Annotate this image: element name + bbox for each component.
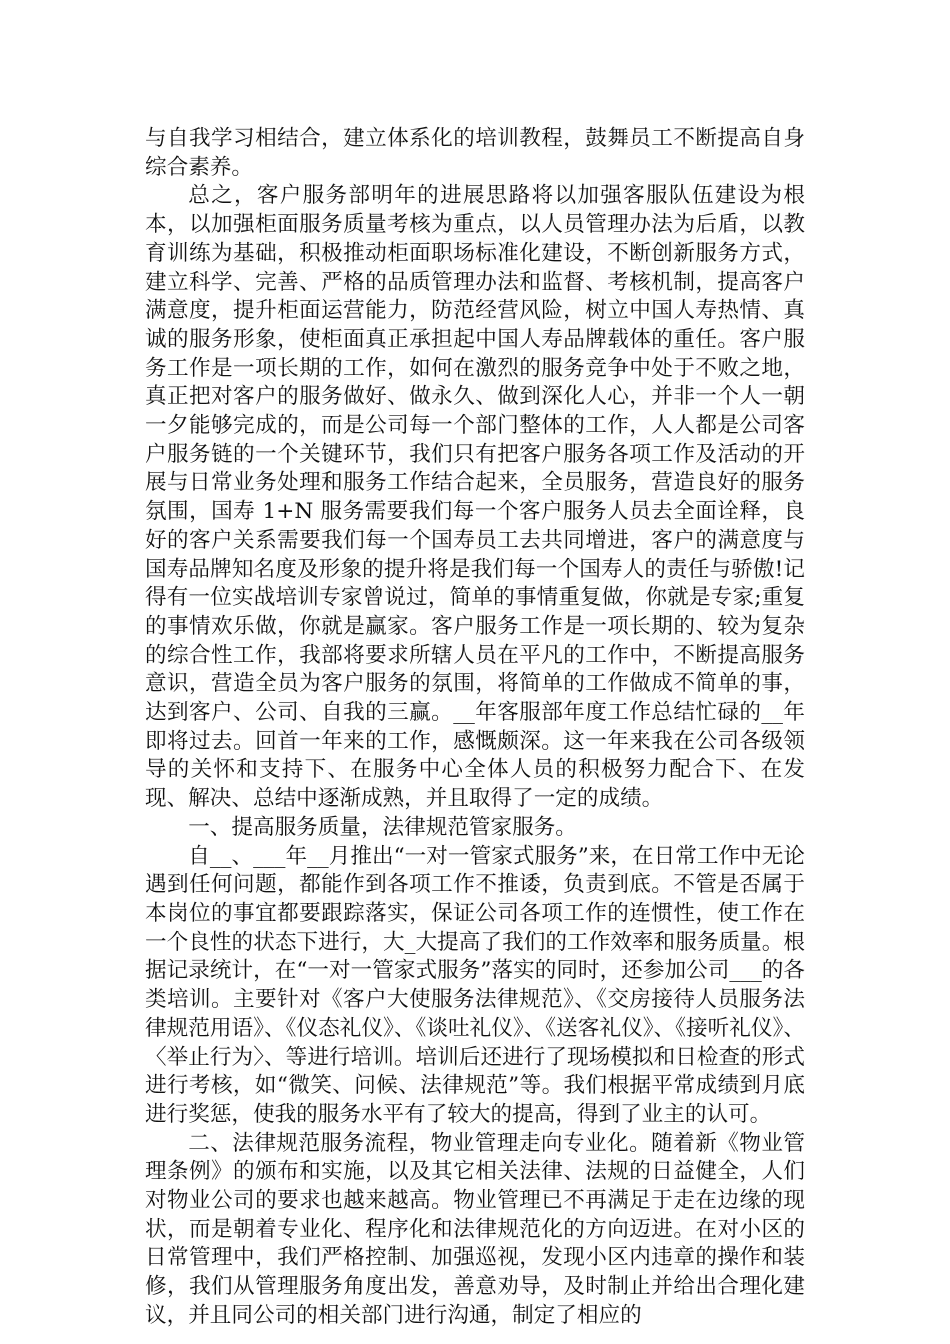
paragraph-service-process: 二、法律规范服务流程，物业管理走向专业化。随着新《物业管理条例》的颁布和实施，以及其它相关法律、法规的日益健全，人们对物业公司的要求也越来越高。物业管理已不再满足于走在边缘的现状，而是朝着专业化、程序化和法律规范化的方向迈进。在对小区的日常管理中，我们严格控制、加强巡视，发现小区内违章的操作和装修，我们从管理服务角度出发，善意劝导，及时制止并给出合理化建议，并且同公司的相关部门进行沟通，制定了相应的 [145, 1130, 805, 1328]
paragraph-butler-service: 自__、___年__月推出“一对一管家式服务”来，在日常工作中无论遇到任何问题，都能作到各项工作不推诿，负责到底。不管是否属于本岗位的事宜都要跟踪落实，保证公司各项工作的连惯性，使工作在一个良性的状态下进行，大_大提高了我们的工作效率和服务质量。根据记录统计，在“一对一管家式服务”落实的同时，还参加公司___的各类培训。主要针对《客户大使服务法律规范》、《交房接待人员服务法律规范用语》、《仪态礼仪》、《谈吐礼仪》、《送客礼仪》、《接听礼仪》、〈举止行为〉、等进行培训。培训后还进行了现场模拟和日检查的形式进行考核，如“微笑、问候、法律规范”等。我们根据平常成绩到月底进行奖惩，使我的服务水平有了较大的提高，得到了业主的认可。 [145, 843, 805, 1127]
paragraph-summary: 总之，客户服务部明年的进展思路将以加强客服队伍建设为根本，以加强柜面服务质量考核为重点，以人员管理办法为后盾，以教育训练为基础，积极推动柜面职场标准化建设，不断创新服务方式，建立科学、完善、严格的品质管理办法和监督、考核机制，提高客户满意度，提升柜面运营能力，防范经营风险，树立中国人寿热情、真诚的服务形象，使柜面真正承担起中国人寿品牌载体的重任。客户服务工作是一项长期的工作，如何在激烈的服务竞争中处于不败之地，真正把对客户的服务做好、做永久、做到深化人心，并非一个人一朝一夕能够完成的，而是公司每一个部门整体的工作，人人都是公司客户服务链的一个关键环节，我们只有把客户服务各项工作及活动的开展与日常业务处理和服务工作结合起来，全员服务，营造良好的服务氛围，国寿 1+N 服务需要我们每一个客户服务人员去全面诠释，良好的客户关系需要我们每一个国寿员工去共同增进，客户的满意度与国寿品牌知名度及形象的提升将是我们每一个国寿人的责任与骄傲!记得有一位实战培训专家曾说过，简单的事情重复做，你就是专家;重复的事情欢乐做，你就是赢家。客户服务工作是一项长期的、较为复杂的综合性工作，我部将要求所辖人员在平凡的工作中，不断提高服务意识，营造全员为客户服务的氛围，将简单的工作做成不简单的事，达到客户、公司、自我的三赢。__年客服部年度工作总结忙碌的__年即将过去。回首一年来的工作，感慨颇深。这一年来我在公司各级领导的关怀和支持下、在服务中心全体人员的积极努力配合下、在发现、解决、总结中逐渐成熟，并且取得了一定的成绩。 [145, 183, 805, 812]
paragraph-continuation: 与自我学习相结合，建立体系化的培训教程，鼓舞员工不断提高自身综合素养。 [145, 126, 805, 180]
document-body [145, 125, 805, 1331]
section-heading-1: 一、提高服务质量，法律规范管家服务。 [188, 814, 577, 840]
